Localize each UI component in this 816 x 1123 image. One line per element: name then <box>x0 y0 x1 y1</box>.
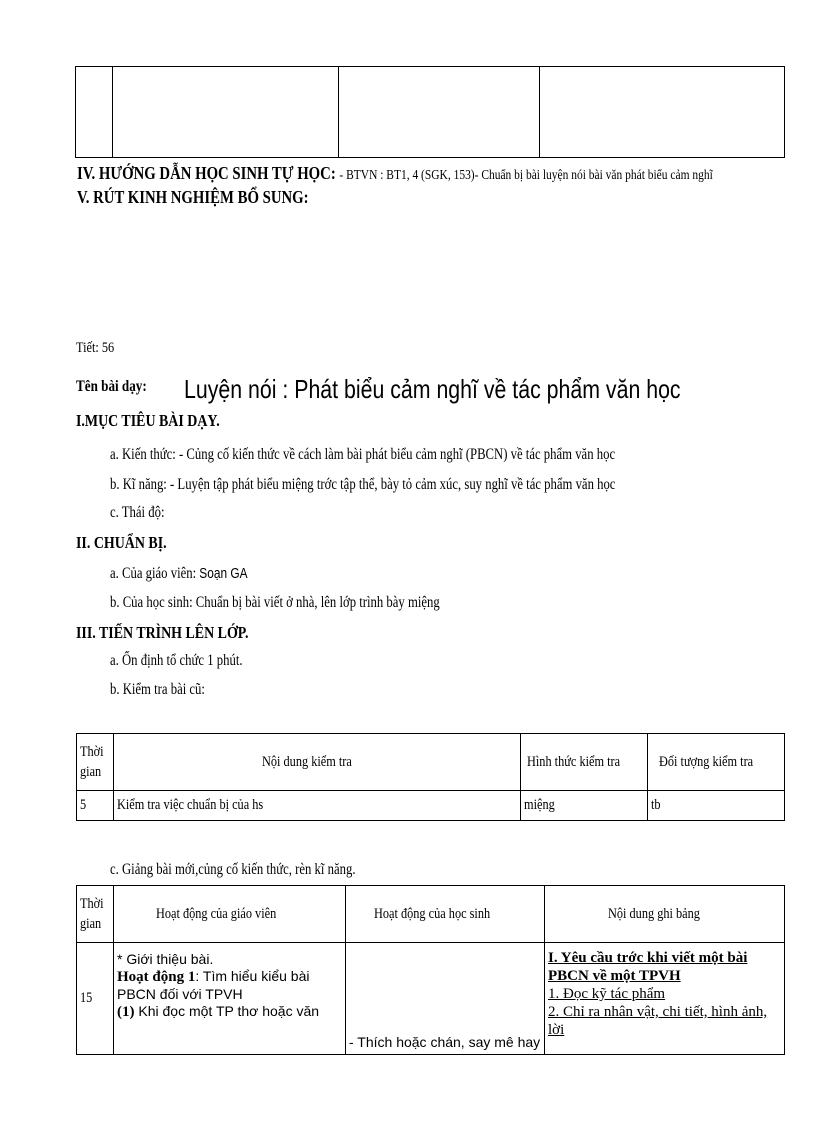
question-label: (1) <box>117 1004 135 1020</box>
lesson-period: Tiết: 56 <box>76 340 115 356</box>
student-label: b. Của học sinh: <box>110 594 193 611</box>
top-blank-table <box>75 66 785 158</box>
header-cell: Nội dung ghi bảng <box>545 886 785 943</box>
section-4 <box>77 163 816 184</box>
blank-cell <box>113 67 339 158</box>
table-cell: miệng <box>521 791 648 821</box>
teacher-label: a. Của giáo viên: <box>110 565 197 582</box>
header-cell: Thời gian <box>77 734 114 791</box>
objective-knowledge <box>110 446 726 464</box>
notes-heading: I. Yêu cầu trớc khi viết một bài PBCN về một TPVH <box>548 950 748 984</box>
notes-item-1: 1. Đọc kỹ tác phẩm <box>548 986 666 1002</box>
student-text: - Thích hoặc chán, say mê hay <box>349 1034 541 1050</box>
table-header-row <box>77 734 785 791</box>
teacher-activity-cell <box>114 943 346 1055</box>
procedure-heading: III. TIẾN TRÌNH LÊN LỚP. <box>76 623 249 642</box>
table-row <box>77 791 785 821</box>
skills-label: b. Kĩ năng: <box>110 476 167 493</box>
teacher-text: Soạn GA <box>199 566 248 582</box>
header-cell: Nội dung kiểm tra <box>114 734 521 791</box>
time-cell: 15 <box>77 943 114 1055</box>
lesson-table <box>76 885 785 1055</box>
student-text: Chuẩn bị bài viết ở nhà, lên lớp trình bày miệng <box>195 594 440 611</box>
activity-label: Hoạt động 1 <box>117 969 196 985</box>
prep-teacher <box>110 565 278 583</box>
lesson-title: Luyện nói : Phát biểu cảm nghĩ về tác phẩm văn học <box>184 374 681 404</box>
section-4-heading: IV. HƯỚNG DẪN HỌC SINH TỰ HỌC: <box>77 163 336 183</box>
knowledge-text: - Củng cố kiến thức về cách làm bài phát biểu cảm nghĩ (PBCN) về tác phẩm văn học <box>179 446 616 463</box>
blank-cell <box>339 67 540 158</box>
header-cell: Thời gian <box>77 886 114 943</box>
teacher-intro: * Giới thiệu bài. <box>117 951 214 967</box>
check-table <box>76 733 785 821</box>
skills-text: - Luyện tập phát biểu miệng trớc tập thể, bày tỏ cảm xúc, suy nghĩ về tác phẩm văn học <box>170 476 616 493</box>
question-text: Khi đọc một TP thơ hoặc văn <box>134 1003 320 1019</box>
section-5-heading: V. RÚT KINH NGHIỆM BỔ SUNG: <box>77 187 309 207</box>
objective-attitude: c. Thái độ: <box>110 504 165 521</box>
prep-student <box>110 594 512 612</box>
table-row <box>77 943 785 1055</box>
table-cell: tb <box>648 791 785 821</box>
header-cell: Hoạt động của giáo viên <box>114 886 346 943</box>
table-cell: 5 <box>77 791 114 821</box>
student-activity-cell <box>346 943 545 1055</box>
knowledge-label: a. Kiến thức: <box>110 446 176 463</box>
section-4-note: - BTVN : BT1, 4 (SGK, 153)- Chuẩn bị bài luyện nói bài văn phát biểu cảm nghĩ <box>339 168 713 183</box>
step-b: b. Kiểm tra bài cũ: <box>110 681 205 698</box>
lesson-label: Tên bài dạy: <box>76 378 147 395</box>
board-notes-cell <box>545 943 785 1055</box>
header-cell: Hoạt động của học sinh <box>346 886 545 943</box>
objective-skills <box>110 476 726 494</box>
blank-cell <box>540 67 785 158</box>
preparation-heading: II. CHUẨN BỊ. <box>76 533 167 552</box>
step-c: c. Giảng bài mới,củng cố kiến thức, rèn kĩ năng. <box>110 861 356 878</box>
header-cell: Đối tượng kiểm tra <box>648 734 785 791</box>
objectives-heading: I.MỤC TIÊU BÀI DẠY. <box>76 411 220 430</box>
table-header-row <box>77 886 785 943</box>
activity-text: : Tìm hiểu kiểu bài PBCN đối với TPVH <box>117 968 310 1002</box>
blank-cell <box>76 67 113 158</box>
header-cell: Hình thức kiểm tra <box>521 734 648 791</box>
notes-item-2: 2. Chỉ ra nhân vật, chi tiết, hình ảnh, lời <box>548 1004 768 1038</box>
step-a: a. Ổn định tổ chức 1 phút. <box>110 652 243 669</box>
table-cell: Kiểm tra việc chuẩn bị của hs <box>114 791 521 821</box>
